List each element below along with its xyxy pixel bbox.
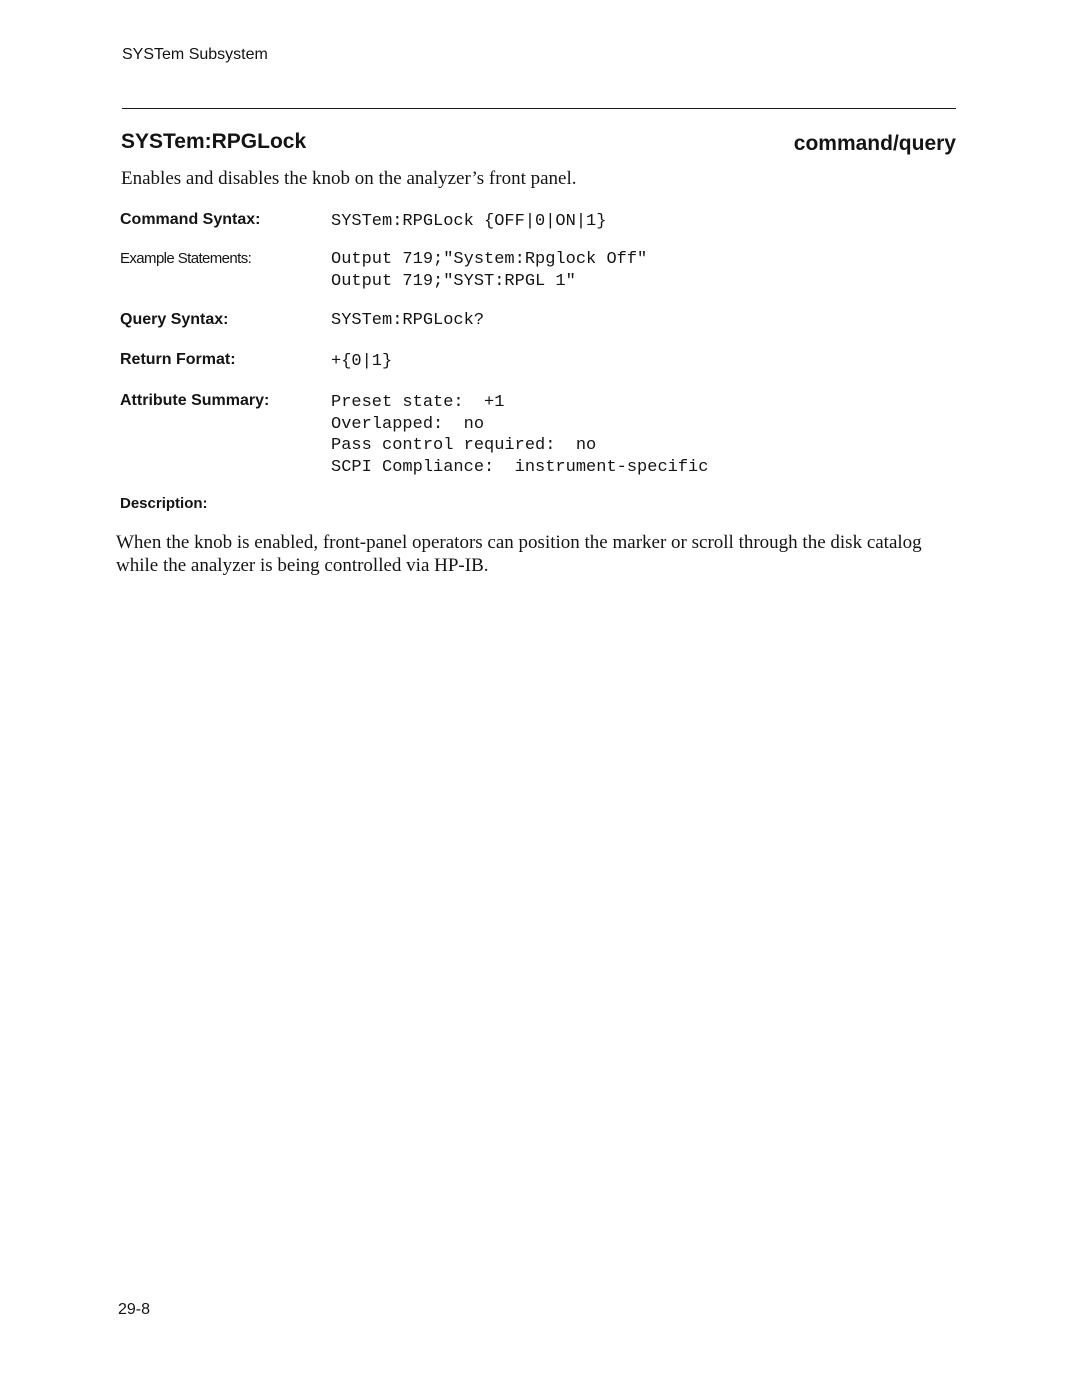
example-statement-line: Output 719;"SYST:RPGL 1" [331, 271, 576, 291]
query-syntax-value: SYSTem:RPGLock? [331, 311, 485, 330]
attribute-line: Pass control required: no [331, 436, 597, 455]
section-title: SYSTem:RPGLock [121, 130, 307, 153]
return-format-label: Return Format: [120, 351, 236, 368]
header-rule [122, 108, 956, 109]
description-body: When the knob is enabled, front-panel operators can position the marker or scroll through the disk catalog while the analyzer is being controlled via HP-IB. [116, 532, 922, 576]
attribute-summary-label: Attribute Summary: [120, 392, 270, 409]
attribute-line: Preset state: +1 [331, 393, 505, 412]
return-format-value: +{0|1} [331, 352, 393, 371]
example-statements-label: Example Statements: [120, 250, 252, 267]
command-syntax-value: SYSTem:RPGLock {OFF|0|ON|1} [331, 212, 607, 231]
query-syntax-label: Query Syntax: [120, 311, 229, 328]
command-syntax-label: Command Syntax: [120, 211, 261, 228]
description-label: Description: [120, 495, 208, 512]
section-type: command/query [793, 132, 956, 155]
page-number: 29-8 [118, 1301, 151, 1318]
attribute-line: Overlapped: no [331, 414, 485, 434]
section-intro: Enables and disables the knob on the analyzer’s front panel. [121, 168, 577, 189]
example-statement-line: Output 719;"System:Rpglock Off" [331, 250, 648, 269]
attribute-line: SCPI Compliance: instrument-specific [331, 457, 709, 477]
running-header: SYSTem Subsystem [122, 46, 268, 63]
example-statements-block [331, 249, 647, 292]
attribute-summary-block [331, 392, 708, 478]
